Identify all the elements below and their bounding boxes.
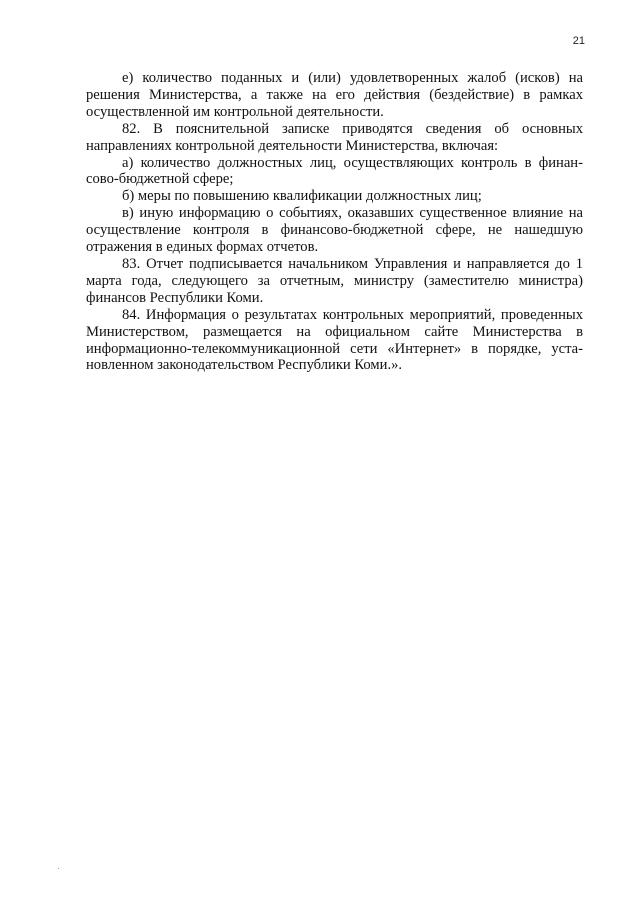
paragraph-82: 82. В пояснительной записке приводятся сведения об основных направлениях контрольной деятельности Министерства, включая: — [86, 120, 583, 154]
paragraph-84: 84. Информация о результатах контрольных мероприятий, проведенных Министерством, размещается на официальном сайте Министерства в информационно-телекоммуникационной сети «Интернет» в порядке, установленном законодательством Республики Коми.». — [86, 306, 583, 374]
scan-speck — [58, 868, 59, 869]
paragraph-83: 83. Отчет подписывается начальником Управления и направляется до 1 марта года, следующего за отчетным, министру (заместителю министра) финансов Республики Коми. — [86, 255, 583, 306]
document-body — [86, 70, 583, 374]
paragraph-82-v: в) иную информацию о событиях, оказавших существенное влияние на осуществление контроля в финансово-бюджетной сфере, не нашедшую отражения в единых формах отчетов. — [86, 205, 583, 256]
paragraph-82-a: а) количество должностных лиц, осуществляющих контроль в финансово-бюджетной сфере; — [86, 154, 583, 188]
page-number: 21 — [572, 35, 585, 47]
paragraph-e-complaints: е) количество поданных и (или) удовлетворенных жалоб (исков) на решения Министерства, а также на его действия (бездействие) в рамках осуществленной им контрольной деятельности. — [86, 70, 583, 120]
paragraph-82-b: б) меры по повышению квалификации должностных лиц; — [122, 188, 482, 205]
